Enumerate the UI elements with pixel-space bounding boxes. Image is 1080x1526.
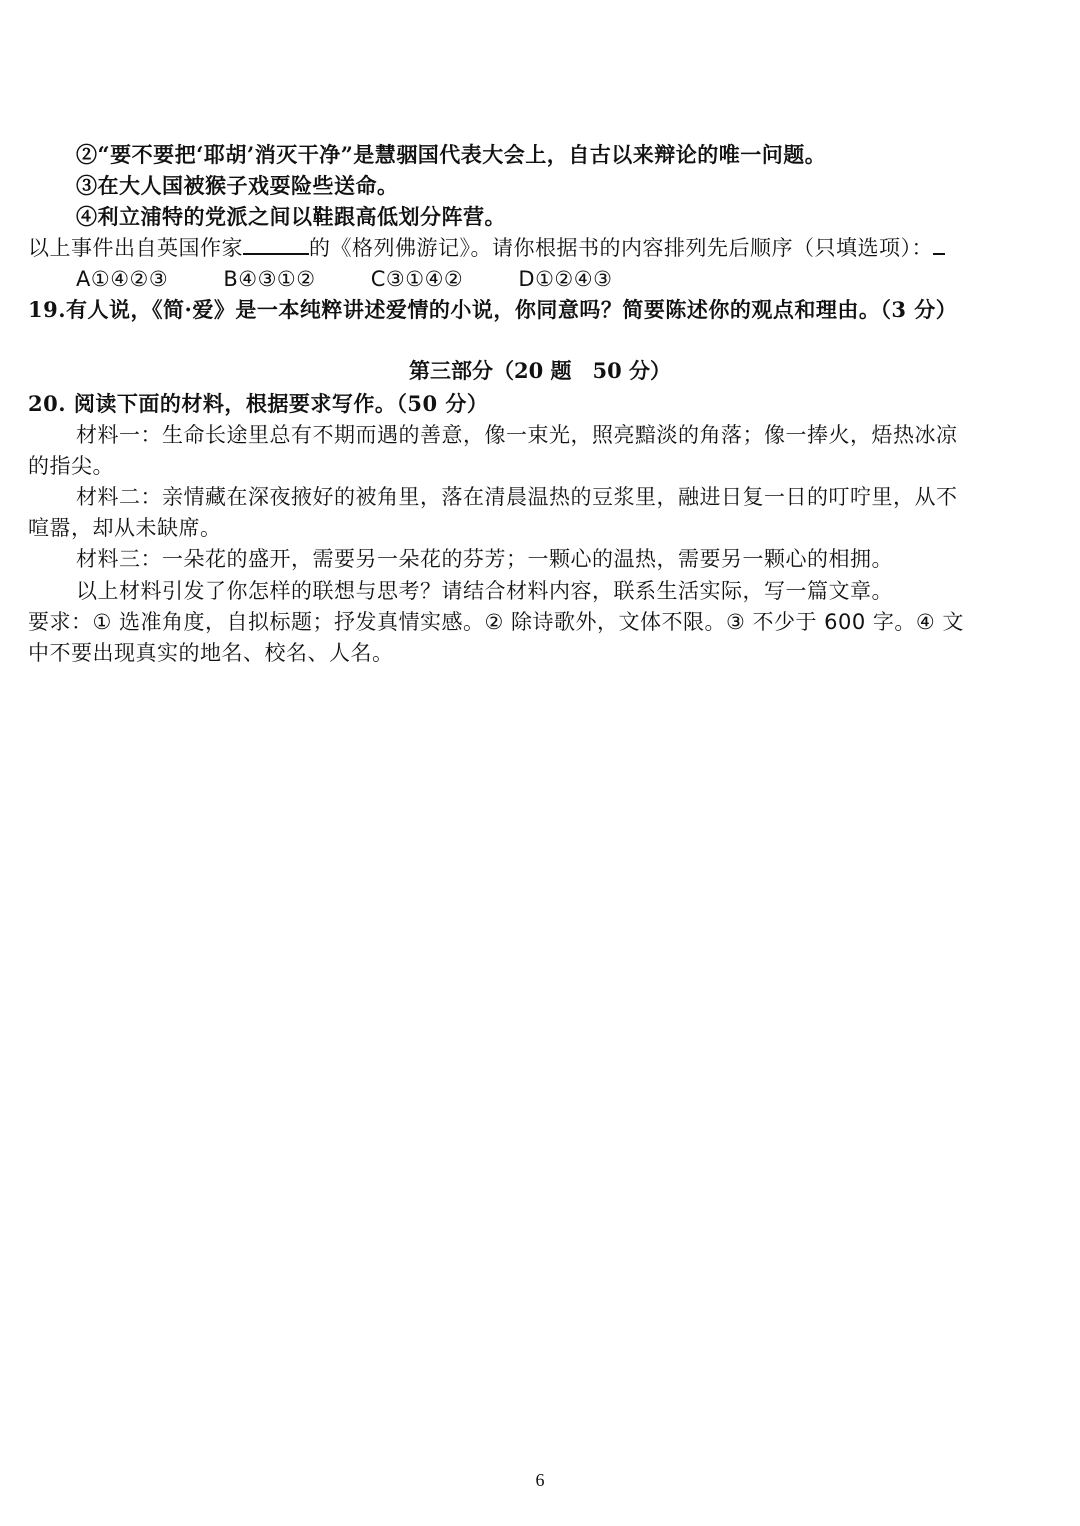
q18-item-3: ③在大人国被猴子戏耍险些送命。 <box>76 173 399 198</box>
material-1-line-2: 的指尖。 <box>28 454 114 478</box>
q18-stem <box>28 233 945 263</box>
material-1-line-1: 材料一：生命长途里总有不期而遇的善意，像一束光，照亮黯淡的角落；像一捧火，焐热冰凉 <box>76 423 958 447</box>
part3-title: 第三部分（20 题 50 分） <box>408 358 672 383</box>
q20-heading: 20. 阅读下面的材料，根据要求写作。（50 分） <box>28 391 489 416</box>
q18-options <box>76 264 660 294</box>
requirements-line-1: 要求：① 选准角度，自拟标题；抒发真情实感。② 除诗歌外，文体不限。③ 不少于 600 字。④ 文 <box>28 610 964 634</box>
page-number: 6 <box>535 1470 545 1490</box>
writing-prompt: 以上材料引发了你怎样的联想与思考？请结合材料内容，联系生活实际，写一篇文章。 <box>76 579 893 603</box>
q18-stem-after: 的《格列佛游记》。请你根据书的内容排列先后顺序（只填选项）： <box>309 236 933 260</box>
q18-item-4: ④利立浦特的党派之间以鞋跟高低划分阵营。 <box>76 204 506 229</box>
requirements-line-2: 中不要出现真实的地名、校名、人名。 <box>28 641 394 665</box>
option-a: A①④②③ <box>76 267 169 291</box>
option-c: C③①④② <box>370 267 464 291</box>
author-blank <box>243 233 309 255</box>
q19-question: 19.有人说，《简·爱》是一本纯粹讲述爱情的小说，你同意吗？简要陈述你的观点和理由。（3 分） <box>28 297 958 322</box>
answer-blank <box>933 233 945 255</box>
option-d: D①②④③ <box>518 267 613 291</box>
material-3: 材料三：一朵花的盛开，需要另一朵花的芬芳；一颗心的温热，需要另一颗心的相拥。 <box>76 547 893 571</box>
q18-item-2: ②“要不要把‘耶胡’消灭干净”是慧骃国代表大会上，自古以来辩论的唯一问题。 <box>76 142 827 167</box>
material-2-line-1: 材料二：亲情藏在深夜掖好的被角里，落在清晨温热的豆浆里，融进日复一日的叮咛里，从不 <box>76 485 958 509</box>
q18-stem-before: 以上事件出自英国作家 <box>28 236 243 260</box>
option-b: B④③①② <box>223 267 316 291</box>
material-2-line-2: 喧嚣，却从未缺席。 <box>28 516 222 540</box>
